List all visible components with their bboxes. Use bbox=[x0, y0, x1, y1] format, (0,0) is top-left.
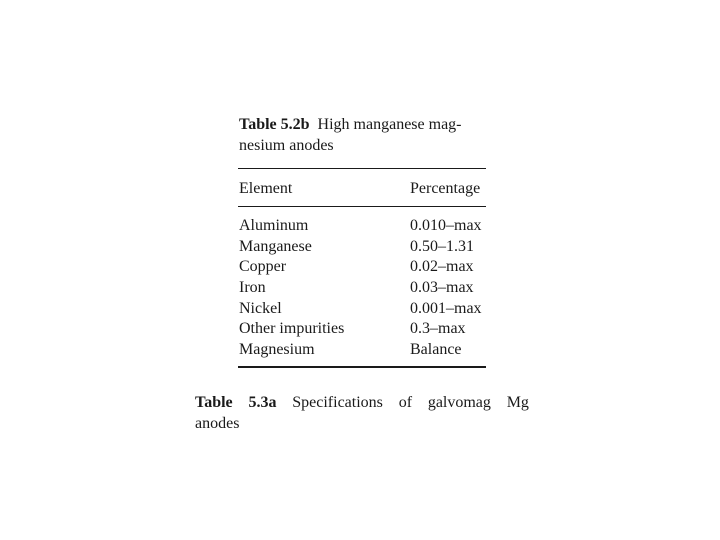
table-row bbox=[239, 340, 489, 361]
table-row bbox=[239, 299, 489, 320]
table-bottom-rule bbox=[238, 366, 486, 368]
table-row bbox=[239, 237, 489, 258]
table-label: Table 5.2b bbox=[239, 116, 310, 133]
percentage-cell: 0.001–max bbox=[410, 299, 482, 317]
column-header-element: Element bbox=[239, 180, 293, 197]
element-cell: Magnesium bbox=[239, 341, 315, 359]
percentage-cell: 0.50–1.31 bbox=[410, 237, 474, 255]
next-caption-word: Mg bbox=[506, 394, 529, 411]
next-caption-line1 bbox=[195, 392, 529, 413]
next-caption-word: of bbox=[398, 394, 413, 411]
table-row bbox=[239, 319, 489, 340]
element-cell: Other impurities bbox=[239, 320, 345, 338]
next-caption-word: Specifications bbox=[292, 394, 383, 411]
next-table-label-word: Table bbox=[195, 394, 233, 411]
table-body bbox=[239, 216, 489, 361]
element-cell: Copper bbox=[239, 258, 287, 276]
element-cell: Manganese bbox=[239, 237, 312, 255]
table-row bbox=[239, 216, 489, 237]
percentage-cell: Balance bbox=[410, 341, 462, 359]
percentage-cell: 0.3–max bbox=[410, 320, 466, 338]
column-header-percentage: Percentage bbox=[410, 180, 481, 197]
next-table-caption bbox=[195, 392, 535, 434]
table-title-line1: High manganese mag- bbox=[317, 116, 462, 133]
element-cell: Nickel bbox=[239, 299, 282, 317]
table-title-line2: nesium anodes bbox=[239, 137, 334, 154]
table-row bbox=[239, 257, 489, 278]
next-table-label-number: 5.3a bbox=[248, 394, 277, 411]
next-caption-line2: anodes bbox=[195, 415, 240, 432]
next-caption-word: galvomag bbox=[427, 394, 491, 411]
table-row bbox=[239, 278, 489, 299]
header-rule bbox=[238, 206, 486, 207]
percentage-cell: 0.02–max bbox=[410, 258, 474, 276]
element-cell: Aluminum bbox=[239, 217, 309, 234]
percentage-cell: 0.03–max bbox=[410, 279, 474, 297]
table-top-rule bbox=[238, 168, 486, 169]
element-cell: Iron bbox=[239, 279, 266, 297]
table-caption bbox=[239, 114, 489, 156]
percentage-cell: 0.010–max bbox=[410, 217, 482, 234]
